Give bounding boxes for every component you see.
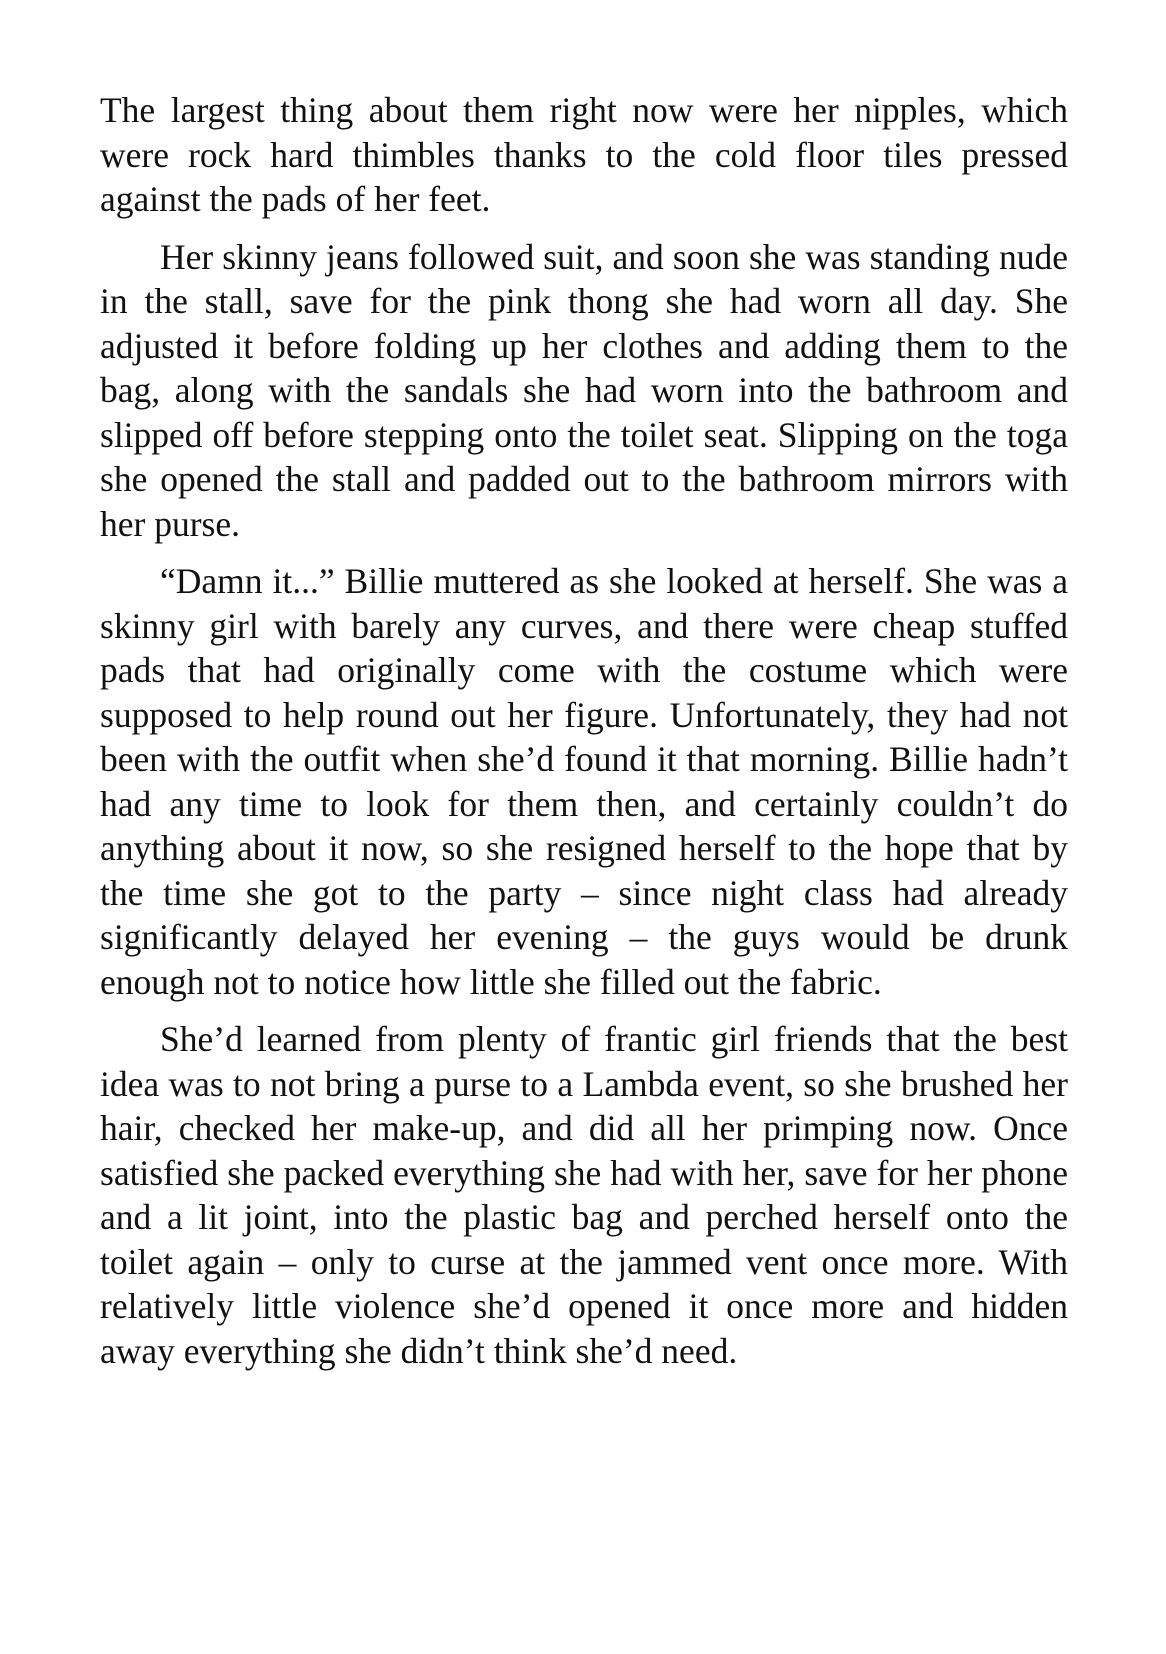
paragraph-1: The largest thing about them right now were her nipples, which were rock hard thimbles thanks to the cold floor tiles pressed against the pads of her feet.	[100, 90, 1068, 219]
body-text	[100, 88, 1068, 1386]
paragraph-4: She’d learned from plenty of frantic girl friends that the best idea was to not bring a purse to a Lambda event, so she brushed her hair, checked her make-up, and did all her primping now. Once satisfied she packed everything she had with her, save for her phone and a lit joint, into the plastic bag and perched herself onto the toilet again – only to curse at the jammed vent once more. With relatively little violence she’d opened it once more and hidden away everything she didn’t think she’d need.	[100, 1019, 1068, 1371]
paragraph-2: Her skinny jeans followed suit, and soon she was standing nude in the stall, save for the pink thong she had worn all day. She adjusted it before folding up her clothes and adding them to the bag, along with the sandals she had worn into the bathroom and slipped off before stepping onto the toilet seat. Slipping on the toga she opened the stall and padded out to the bathroom mirrors with her purse.	[100, 236, 1068, 544]
paragraph-3: “Damn it...” Billie muttered as she looked at herself. She was a skinny girl with barely any curves, and there were cheap stuffed pads that had originally come with the costume which were supposed to help round out her figure. Unfortunately, they had not been with the outfit when she’d found it that morning. Billie hadn’t had any time to look for them then, and certainly couldn’t do anything about it now, so she resigned herself to the hope that by the time she got to the party – since night class had already significantly delayed her evening – the guys would be drunk enough not to notice how little she filled out the fabric.	[100, 561, 1068, 1002]
